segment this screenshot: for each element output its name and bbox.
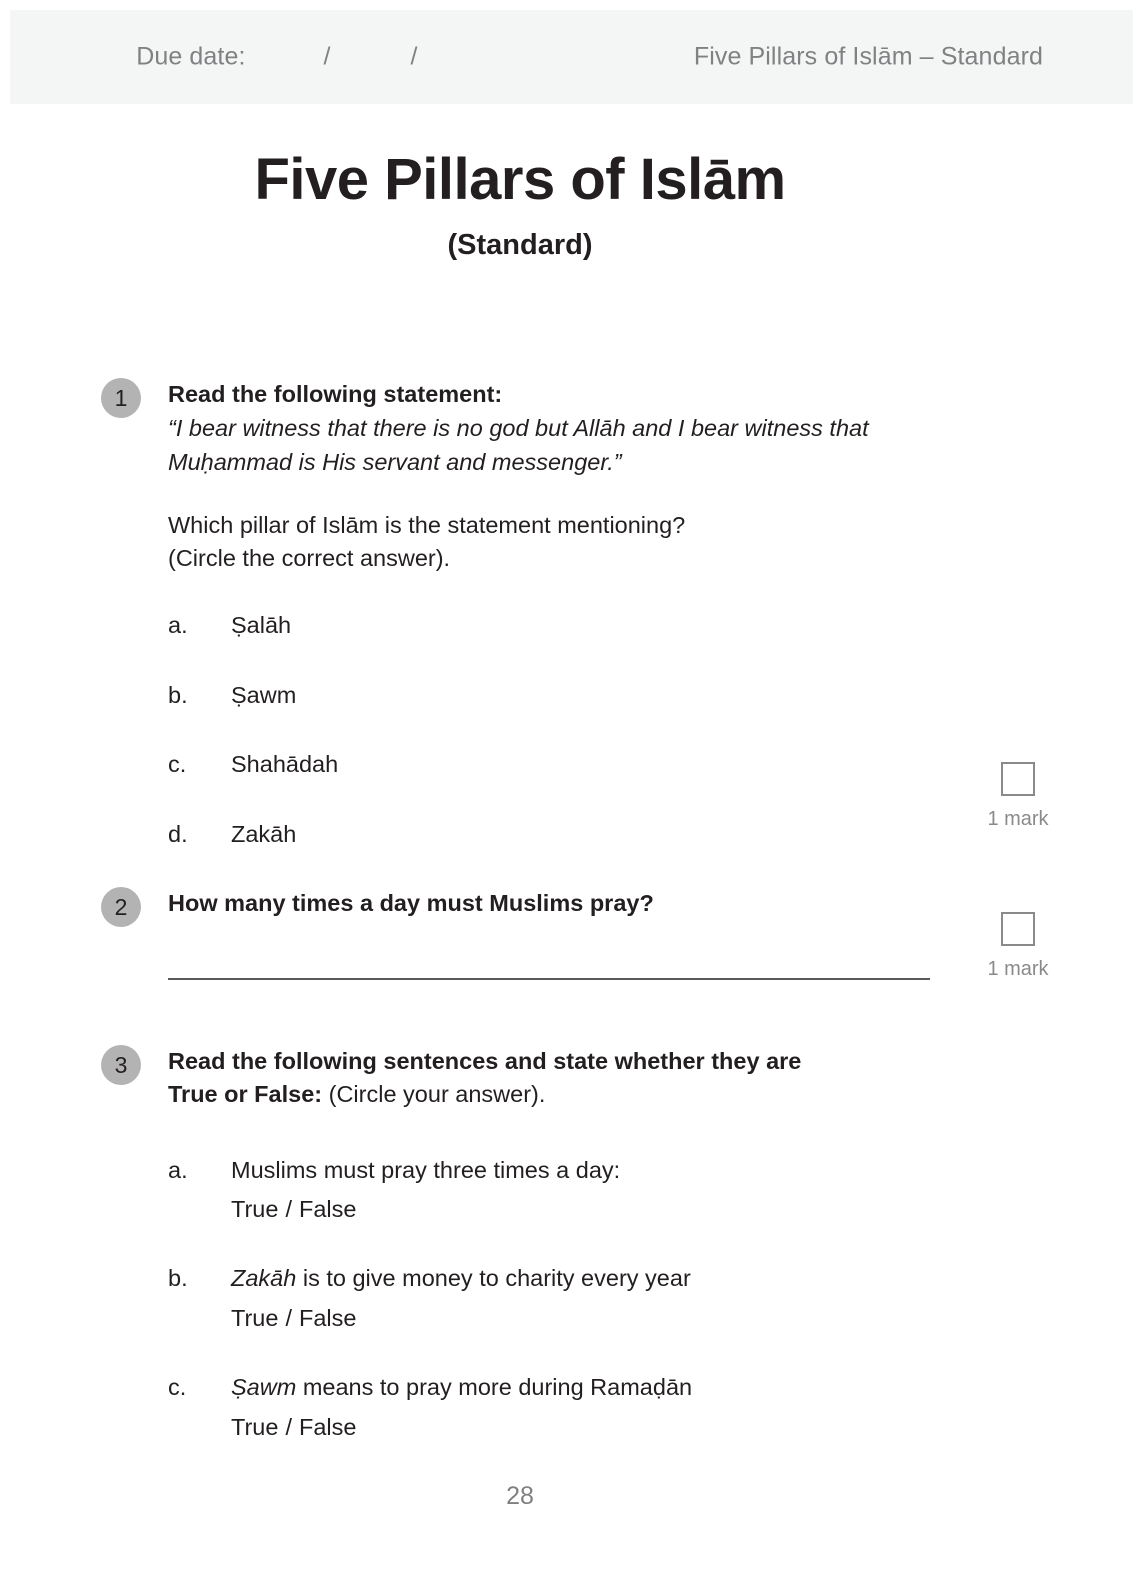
option-b-text: Ṣawm [231, 681, 297, 708]
tf-item-b [168, 1263, 928, 1332]
question-3-number: 3 [101, 1045, 141, 1085]
option-d-text: Zakāh [231, 820, 297, 847]
tf-item-c [168, 1372, 928, 1441]
page-number: 28 [506, 1482, 534, 1510]
page-title: Five Pillars of Islām [254, 147, 786, 212]
page-subtitle: (Standard) [447, 228, 593, 261]
tf-item-c-choices [231, 1414, 928, 1441]
option-a[interactable] [168, 610, 928, 642]
option-c-letter: c. [168, 751, 187, 778]
tf-item-b-true[interactable]: True [231, 1305, 279, 1332]
question-1-body [168, 378, 928, 851]
option-c-text: Shahādah [231, 751, 339, 778]
tf-item-a-text [231, 1155, 620, 1187]
tf-item-a [168, 1155, 928, 1224]
due-date-slash-1: / [323, 42, 331, 71]
tf-item-a-choices [231, 1196, 928, 1223]
question-2-mark-label: 1 mark [987, 958, 1049, 980]
due-date-slash-2: / [410, 42, 418, 71]
question-2-lead: How many times a day must Muslims pray? [168, 890, 654, 916]
question-1-quote: “I bear witness that there is no god but Allāh and I bear witness that Muḥammad is His servant and messenger.” [168, 415, 869, 475]
question-2-body [168, 887, 928, 920]
tf-item-c-letter: c. [168, 1374, 187, 1401]
tf-item-a-true[interactable]: True [231, 1196, 279, 1223]
tf-item-c-true[interactable]: True [231, 1413, 279, 1440]
tf-item-b-letter: b. [168, 1265, 188, 1292]
option-c[interactable] [168, 749, 928, 781]
tf-item-b-choices [231, 1305, 928, 1332]
question-3-body [168, 1045, 928, 1441]
option-b[interactable] [168, 680, 928, 712]
option-a-text: Ṣalāh [231, 611, 292, 638]
tf-item-c-separator: / [285, 1413, 292, 1440]
question-2-number: 2 [101, 887, 141, 927]
question-1-mark-box[interactable] [1001, 762, 1035, 796]
option-d-letter: d. [168, 820, 188, 847]
tf-item-c-statement [168, 1372, 928, 1404]
tf-item-b-italic: Zakāh [231, 1265, 297, 1292]
question-3-lead-instruction: (Circle your answer). [322, 1081, 546, 1108]
tf-item-c-false[interactable]: False [298, 1413, 357, 1440]
option-b-letter: b. [168, 681, 188, 708]
tf-item-a-separator: / [285, 1196, 292, 1223]
tf-item-c-italic: Ṣawm [231, 1374, 297, 1401]
question-1-number: 1 [101, 378, 141, 418]
tf-item-b-rest: is to give money to charity every year [296, 1265, 691, 1292]
tf-item-a-false[interactable]: False [298, 1196, 357, 1223]
option-a-letter: a. [168, 611, 188, 638]
question-1-prompt-line-1: Which pillar of Islām is the statement mentioning? [168, 512, 686, 539]
question-3-lead-emphasis: True or False: [168, 1081, 323, 1108]
question-3-lead-line-2 [168, 1078, 928, 1111]
tf-item-c-rest: means to pray more during Ramaḍān [296, 1374, 693, 1401]
due-date-label: Due date: [136, 42, 246, 71]
tf-item-b-separator: / [285, 1305, 292, 1332]
question-1-mark-group [963, 762, 1073, 831]
title-block [0, 147, 1040, 262]
tf-item-a-letter: a. [168, 1156, 188, 1183]
tf-item-b-statement [168, 1263, 928, 1295]
page-header-band [10, 10, 1133, 104]
question-3-lead-line-1: Read the following sentences and state whether they are [168, 1048, 802, 1074]
tf-item-a-rest: Muslims must pray three times a day: [231, 1156, 621, 1183]
question-2-mark-box[interactable] [1001, 912, 1035, 946]
question-1-lead: Read the following statement: [168, 381, 503, 407]
tf-item-b-text [231, 1263, 691, 1295]
option-d[interactable] [168, 819, 928, 851]
tf-item-a-statement [168, 1155, 928, 1187]
question-2-answer-line[interactable] [168, 978, 930, 980]
tf-item-b-false[interactable]: False [298, 1305, 357, 1332]
tf-item-c-text [231, 1372, 692, 1404]
question-1-prompt-line-2: (Circle the correct answer). [168, 545, 451, 572]
question-1-mark-label: 1 mark [987, 808, 1049, 830]
due-date-field [108, 14, 418, 101]
running-title: Five Pillars of Islām – Standard [693, 42, 1043, 71]
question-2-mark-group [963, 912, 1073, 981]
